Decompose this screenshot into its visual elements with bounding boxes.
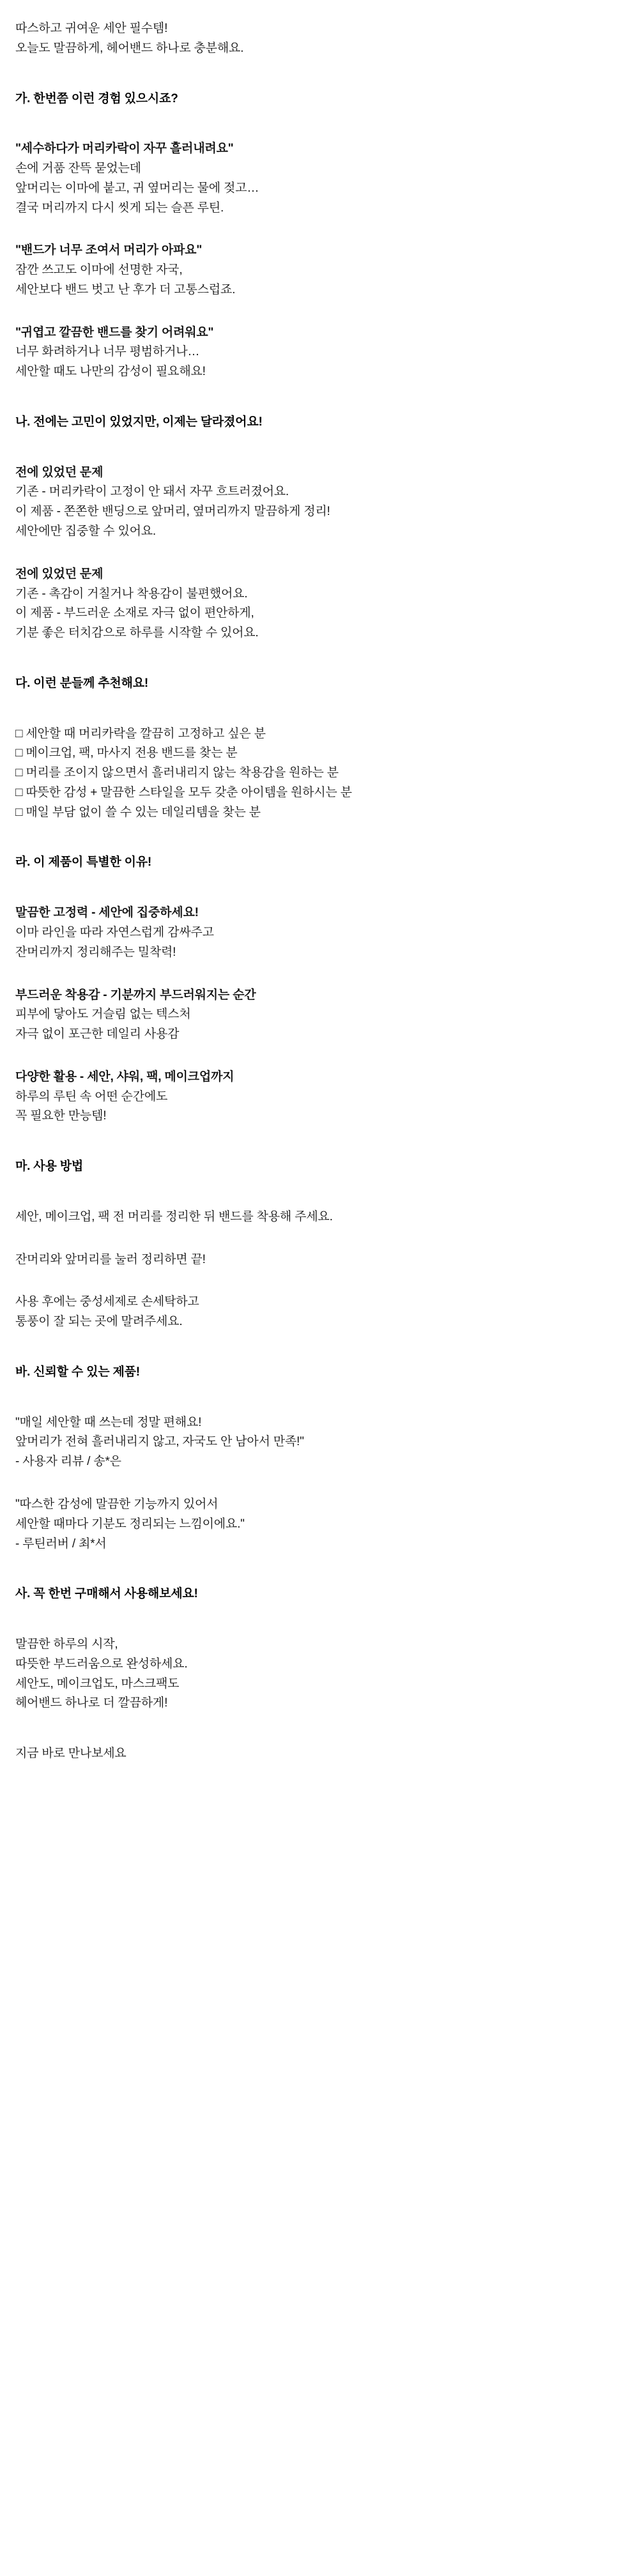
section-f-heading-block xyxy=(15,1363,624,1383)
pain-point-line: 앞머리는 이마에 붙고, 귀 옆머리는 물에 젖고… xyxy=(15,181,259,195)
spacer xyxy=(15,558,624,565)
usage-step-line: 사용 후에는 중성세제로 손세탁하고 xyxy=(15,1295,199,1309)
checklist-item: □ 세안할 때 머리카락을 깔끔히 고정하고 싶은 분 xyxy=(15,726,266,740)
section-b-heading: 나. 전에는 고민이 있었지만, 이제는 달라졌어요! xyxy=(15,415,263,429)
review-text: "따스한 감성에 말끔한 기능까지 있어서 xyxy=(15,1497,219,1511)
spacer xyxy=(15,839,624,853)
section-a-item-3 xyxy=(15,323,624,382)
feature-line: 잔머리까지 정리해주는 밀착력! xyxy=(15,945,176,959)
feature-line: 자극 없이 포근한 데일리 사용감 xyxy=(15,1027,180,1041)
before-problem-title: 전에 있었던 문제 xyxy=(15,567,104,581)
pain-point-line: 세안할 때도 나만의 감성이 필요해요! xyxy=(15,365,206,379)
feature-1 xyxy=(15,903,624,962)
feature-line: 이마 라인을 따라 자연스럽게 감싸주고 xyxy=(15,925,214,939)
closing-block xyxy=(15,1635,624,1713)
usage-step-3 xyxy=(15,1292,624,1332)
usage-step-line: 잔머리와 앞머리를 눌러 정리하면 끝! xyxy=(15,1252,206,1266)
section-a-item-1 xyxy=(15,139,624,218)
before-problem-title: 전에 있었던 문제 xyxy=(15,465,104,479)
comparison-line: 이 제품 - 부드러운 소재로 자극 없이 편안하게, xyxy=(15,606,254,620)
section-b-heading-block xyxy=(15,413,624,433)
intro-line-2: 오늘도 말끔하게, 헤어밴드 하나로 충분해요. xyxy=(15,41,244,55)
pain-point-line: 세안보다 밴드 벗고 난 후가 더 고통스럽죠. xyxy=(15,282,236,296)
cta-text: 지금 바로 만나보세요 xyxy=(15,1747,127,1761)
spacer xyxy=(15,399,624,413)
spacer xyxy=(15,1193,624,1208)
feature-title: 말끔한 고정력 - 세안에 집중하세요! xyxy=(15,906,199,920)
comparison-line: 기존 - 머리카락이 고정이 안 돼서 자꾸 흐트러졌어요. xyxy=(15,485,289,499)
spacer xyxy=(15,125,624,139)
spacer xyxy=(15,1399,624,1413)
spacer xyxy=(15,979,624,986)
intro-line-1: 따스하고 귀여운 세안 필수템! xyxy=(15,22,168,35)
feature-title: 다양한 활용 - 세안, 샤워, 팩, 메이크업까지 xyxy=(15,1070,235,1084)
section-a-heading: 가. 한번쯤 이런 경험 있으시죠? xyxy=(15,91,178,105)
spacer xyxy=(15,1349,624,1363)
closing-line: 헤어밴드 하나로 더 깔끔하게! xyxy=(15,1696,168,1710)
comparison-line: 기존 - 촉감이 거칠거나 착용감이 불편했어요. xyxy=(15,586,248,601)
comparison-line: 이 제품 - 쫀쫀한 밴딩으로 앞머리, 옆머리까지 말끔하게 정리! xyxy=(15,505,330,519)
closing-line: 말끔한 하루의 시작, xyxy=(15,1637,118,1652)
closing-line: 세안도, 메이크업도, 마스크팩도 xyxy=(15,1676,180,1690)
feature-title: 부드러운 착용감 - 기분까지 부드러워지는 순간 xyxy=(15,988,256,1002)
usage-step-line: 통풍이 잘 되는 곳에 말려주세요. xyxy=(15,1315,183,1329)
checklist-item: □ 메이크업, 팩, 마사지 전용 밴드를 찾는 분 xyxy=(15,746,238,760)
spacer xyxy=(15,1621,624,1635)
section-f-heading: 바. 신뢰할 수 있는 제품! xyxy=(15,1365,140,1379)
spacer xyxy=(15,889,624,903)
checklist-item: □ 머리를 조이지 않으면서 흘러내리지 않는 착용감을 원하는 분 xyxy=(15,766,339,780)
spacer xyxy=(15,660,624,674)
section-a-heading-block xyxy=(15,89,624,109)
section-d-heading: 라. 이 제품이 특별한 이유! xyxy=(15,855,152,870)
section-d-heading-block xyxy=(15,853,624,873)
section-g-heading-block xyxy=(15,1584,624,1604)
pain-point-quote: "귀엽고 깔끔한 밴드를 찾기 어려워요" xyxy=(15,325,214,339)
review-text: 세안할 때마다 기분도 정리되는 느낌이에요." xyxy=(15,1517,245,1531)
comparison-line: 기분 좋은 터치감으로 하루를 시작할 수 있어요. xyxy=(15,626,259,640)
intro-block xyxy=(15,19,624,59)
review-text: "매일 세안할 때 쓰는데 정말 편해요! xyxy=(15,1415,202,1429)
section-e-heading-block xyxy=(15,1157,624,1177)
section-c-heading: 다. 이런 분들께 추천해요! xyxy=(15,676,148,690)
spacer xyxy=(15,710,624,724)
cta-block xyxy=(15,1744,624,1764)
pain-point-line: 잠깐 쓰고도 이마에 선명한 자국, xyxy=(15,263,183,277)
review-text: 앞머리가 전혀 흘러내리지 않고, 자국도 안 남아서 만족!" xyxy=(15,1435,304,1449)
spacer xyxy=(15,1244,624,1250)
feature-3 xyxy=(15,1068,624,1126)
spacer xyxy=(15,75,624,89)
section-c-heading-block xyxy=(15,674,624,694)
spacer xyxy=(15,1730,624,1744)
pain-point-quote: "세수하다가 머리카락이 자꾸 흘러내려요" xyxy=(15,142,234,156)
closing-line: 따뜻한 부드러움으로 완성하세요. xyxy=(15,1657,188,1671)
pain-point-line: 너무 화려하거나 너무 평범하거나… xyxy=(15,345,200,359)
spacer xyxy=(15,449,624,463)
usage-step-line: 세안, 메이크업, 팩 전 머리를 정리한 뒤 밴드를 착용해 주세요. xyxy=(15,1209,333,1223)
section-b-item-1 xyxy=(15,463,624,542)
review-1 xyxy=(15,1413,624,1472)
pain-point-line: 손에 거품 잔뜩 묻었는데 xyxy=(15,162,141,176)
section-b-item-2 xyxy=(15,565,624,643)
section-a-item-2 xyxy=(15,241,624,300)
section-g-heading: 사. 꼭 한번 구매해서 사용해보세요! xyxy=(15,1587,198,1601)
feature-line: 꼭 필요한 만능템! xyxy=(15,1109,107,1123)
spacer xyxy=(15,1570,624,1584)
feature-line: 피부에 닿아도 거슬림 없는 텍스처 xyxy=(15,1008,191,1022)
spacer xyxy=(15,317,624,323)
feature-2 xyxy=(15,986,624,1045)
usage-step-2 xyxy=(15,1250,624,1270)
comparison-line: 세안에만 집중할 수 있어요. xyxy=(15,525,157,539)
review-byline: - 루틴러버 / 최*서 xyxy=(15,1537,107,1551)
spacer xyxy=(15,1061,624,1068)
usage-step-1 xyxy=(15,1208,624,1227)
checklist-item: □ 매일 부담 없이 쓸 수 있는 데일리템을 찾는 분 xyxy=(15,805,261,819)
pain-point-quote: "밴드가 너무 조여서 머리가 아파요" xyxy=(15,243,203,257)
spacer xyxy=(15,234,624,241)
spacer xyxy=(15,1489,624,1495)
checklist-item: □ 따뜻한 감성 + 말끔한 스타일을 모두 갖춘 아이템을 원하시는 분 xyxy=(15,785,352,799)
pain-point-line: 결국 머리까지 다시 씻게 되는 슬픈 루틴. xyxy=(15,201,224,215)
review-byline: - 사용자 리뷰 / 송*은 xyxy=(15,1455,121,1469)
recommendation-checklist xyxy=(15,724,624,823)
feature-line: 하루의 루틴 속 어떤 순간에도 xyxy=(15,1089,168,1103)
spacer xyxy=(15,1286,624,1292)
section-e-heading: 마. 사용 방법 xyxy=(15,1160,84,1174)
spacer xyxy=(15,1143,624,1157)
review-2 xyxy=(15,1495,624,1554)
